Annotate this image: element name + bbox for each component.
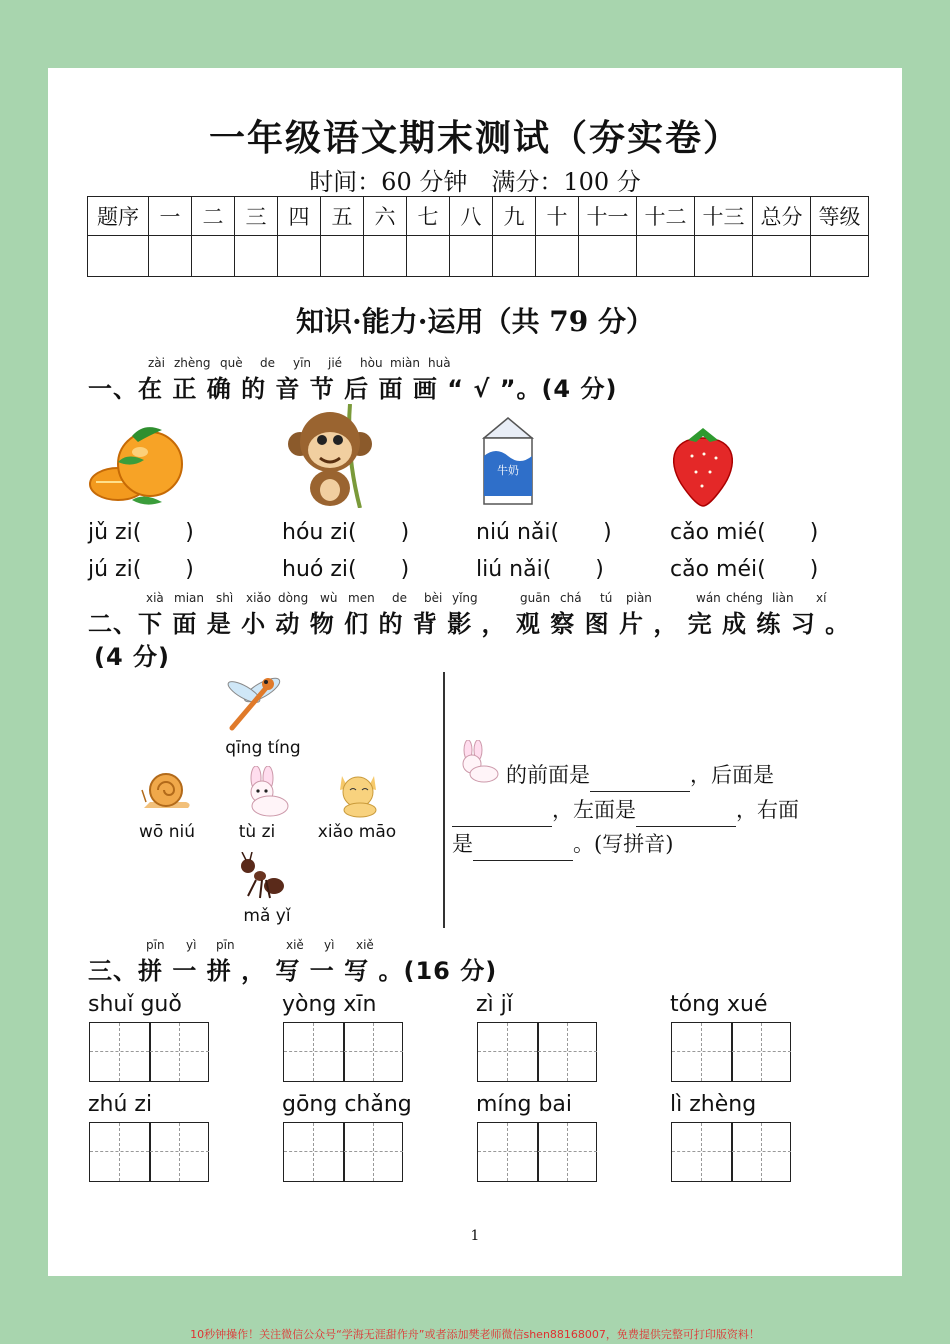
milk-label: 牛奶 bbox=[497, 464, 519, 477]
answer-blank[interactable] bbox=[473, 838, 573, 861]
q1-option[interactable]: huó zi( ) bbox=[282, 557, 410, 582]
q1-option[interactable]: niú nǎi( ) bbox=[476, 520, 612, 545]
q3-word: yòng xīn bbox=[282, 992, 377, 1017]
q1-option[interactable]: hóu zi( ) bbox=[282, 520, 410, 545]
page-number: 1 bbox=[470, 1228, 480, 1244]
tian-grid[interactable] bbox=[671, 1022, 791, 1082]
q2-text: 的前面是 bbox=[506, 763, 590, 787]
q3-word: shuǐ guǒ bbox=[88, 992, 182, 1017]
q2-divider bbox=[443, 672, 445, 928]
score-table-header-cell: 二 bbox=[192, 197, 235, 236]
pinyin: miàn bbox=[390, 356, 420, 370]
score-table-input-cell[interactable] bbox=[695, 236, 753, 277]
score-table-header-cell: 六 bbox=[364, 197, 407, 236]
pinyin: guān bbox=[520, 591, 551, 605]
score-table-input-cell[interactable] bbox=[235, 236, 278, 277]
score-table-input-cell[interactable] bbox=[811, 236, 869, 277]
score-table-header-cell: 十三 bbox=[695, 197, 753, 236]
tian-grid[interactable] bbox=[89, 1022, 209, 1082]
score-table-input-cell[interactable] bbox=[88, 236, 149, 277]
orange-image bbox=[88, 422, 188, 508]
pinyin: yì bbox=[186, 938, 197, 952]
pinyin: xí bbox=[816, 591, 827, 605]
score-table-input-cell[interactable] bbox=[192, 236, 235, 277]
q3-word: gōng chǎng bbox=[282, 1092, 412, 1117]
q1-label: 一、在 正 确 的 音 节 后 面 画 “ √ ”。(4 分) bbox=[88, 375, 618, 403]
pinyin: piàn bbox=[626, 591, 652, 605]
score-table-input-cell[interactable] bbox=[579, 236, 637, 277]
strawberry-image bbox=[668, 426, 738, 508]
q3-word: zì jǐ bbox=[476, 992, 513, 1017]
score-table bbox=[87, 196, 869, 277]
pinyin: jié bbox=[328, 356, 343, 370]
q3-word: míng bai bbox=[476, 1092, 573, 1117]
animal-label-rabbit: tù zi bbox=[238, 822, 276, 842]
tian-grid[interactable] bbox=[283, 1122, 403, 1182]
score-table-input-cell[interactable] bbox=[753, 236, 811, 277]
q3-word: tóng xué bbox=[670, 992, 768, 1017]
score-table-input-cell[interactable] bbox=[637, 236, 695, 277]
score-table-header-row bbox=[88, 197, 869, 236]
tian-grid[interactable] bbox=[477, 1122, 597, 1182]
pinyin: huà bbox=[428, 356, 451, 370]
pinyin: de bbox=[392, 591, 407, 605]
pinyin: tú bbox=[600, 591, 613, 605]
score-table-header-cell: 九 bbox=[493, 197, 536, 236]
pinyin: pīn bbox=[146, 938, 165, 952]
pinyin: yǐng bbox=[452, 591, 478, 605]
score-table-input-cell[interactable] bbox=[278, 236, 321, 277]
q1-option[interactable]: liú nǎi( ) bbox=[476, 557, 604, 582]
pinyin: zài bbox=[148, 356, 165, 370]
q2-fill-line1 bbox=[506, 758, 774, 792]
monkey-image bbox=[280, 404, 372, 508]
score-table-header-cell: 八 bbox=[450, 197, 493, 236]
score-table-input-cell[interactable] bbox=[450, 236, 493, 277]
q2-text: 。(写拼音) bbox=[573, 832, 674, 856]
pinyin: yì bbox=[324, 938, 335, 952]
tian-grid[interactable] bbox=[89, 1122, 209, 1182]
answer-blank[interactable] bbox=[452, 804, 552, 827]
pinyin: mian bbox=[174, 591, 204, 605]
score-table-blank-row bbox=[88, 236, 869, 277]
pinyin: zhèng bbox=[174, 356, 211, 370]
animal-label-snail: wō niú bbox=[139, 822, 195, 842]
pinyin: hòu bbox=[360, 356, 383, 370]
q2-label: 二、下 面 是 小 动 物 们 的 背 影 ， 观 察 图 片 ， 完 成 练 习 。 bbox=[88, 610, 851, 638]
pinyin: yīn bbox=[293, 356, 312, 370]
animal-label-ant: mǎ yǐ bbox=[243, 906, 291, 926]
pinyin: chéng bbox=[726, 591, 763, 605]
q1-option[interactable]: jú zi( ) bbox=[88, 557, 194, 582]
pinyin: shì bbox=[216, 591, 234, 605]
score-table-header-cell: 五 bbox=[321, 197, 364, 236]
pinyin: chá bbox=[560, 591, 582, 605]
pinyin: bèi bbox=[424, 591, 443, 605]
tian-grid[interactable] bbox=[477, 1022, 597, 1082]
pinyin: què bbox=[220, 356, 243, 370]
q1-option[interactable]: jǔ zi( ) bbox=[88, 520, 194, 545]
score-table-input-cell[interactable] bbox=[536, 236, 579, 277]
page-title: 一年级语文期末测试（夯实卷） bbox=[208, 118, 741, 159]
pinyin: dòng bbox=[278, 591, 309, 605]
q2-text: ，后面是 bbox=[690, 763, 774, 787]
milk-carton-image bbox=[476, 416, 540, 506]
score-table-header-cell: 三 bbox=[235, 197, 278, 236]
pinyin: men bbox=[348, 591, 375, 605]
q3-word: zhú zi bbox=[88, 1092, 153, 1117]
score-table-header-cell: 七 bbox=[407, 197, 450, 236]
rabbit-small-icon bbox=[452, 740, 502, 784]
score-table-header-cell: 题序 bbox=[88, 197, 149, 236]
kitten-image bbox=[332, 768, 388, 818]
animal-label-kitten: xiǎo māo bbox=[317, 822, 397, 842]
q2-fill-line3 bbox=[452, 827, 673, 861]
score-table-header-cell: 等级 bbox=[811, 197, 869, 236]
answer-blank[interactable] bbox=[636, 804, 736, 827]
score-table-header-cell: 总分 bbox=[753, 197, 811, 236]
pinyin: xiě bbox=[356, 938, 374, 952]
score-table-input-cell[interactable] bbox=[321, 236, 364, 277]
q2-text: ，左面是 bbox=[552, 798, 636, 822]
q2-fill-line2 bbox=[452, 793, 799, 827]
q3-label: 三、拼 一 拼 ， 写 一 写 。(16 分) bbox=[88, 957, 498, 985]
score-table-input-cell[interactable] bbox=[364, 236, 407, 277]
rabbit-image bbox=[236, 766, 294, 818]
dragonfly-image bbox=[222, 672, 286, 734]
tian-grid[interactable] bbox=[283, 1022, 403, 1082]
footer-note: 10秒钟操作！关注微信公众号“学海无涯甜作舟”或者添加樊老师微信shen88168007，免费提供完整可打印版资料！ bbox=[190, 1328, 760, 1341]
pinyin: wán bbox=[696, 591, 721, 605]
pinyin: de bbox=[260, 356, 275, 370]
section-title: 知识·能力·运用（共 79 分） bbox=[296, 305, 654, 338]
q1-option[interactable]: cǎo mié( ) bbox=[670, 520, 819, 545]
exam-info: 时间：60 分钟 满分：100 分 bbox=[309, 168, 641, 196]
score-table-input-cell[interactable] bbox=[149, 236, 192, 277]
score-table-header-cell: 十二 bbox=[637, 197, 695, 236]
score-table-header-cell: 十 bbox=[536, 197, 579, 236]
snail-image bbox=[140, 770, 194, 814]
ant-image bbox=[238, 852, 286, 902]
score-table-input-cell[interactable] bbox=[407, 236, 450, 277]
pinyin: xià bbox=[146, 591, 164, 605]
q2-text: 是 bbox=[452, 832, 473, 856]
score-table-header-cell: 一 bbox=[149, 197, 192, 236]
answer-blank[interactable] bbox=[590, 769, 690, 792]
q2-score: (4 分) bbox=[94, 643, 170, 671]
score-table-header-cell: 四 bbox=[278, 197, 321, 236]
pinyin: xiě bbox=[286, 938, 304, 952]
tian-grid[interactable] bbox=[671, 1122, 791, 1182]
q2-text: ，右面 bbox=[736, 798, 799, 822]
q1-option[interactable]: cǎo méi( ) bbox=[670, 557, 819, 582]
pinyin: liàn bbox=[772, 591, 794, 605]
pinyin: wù bbox=[320, 591, 338, 605]
score-table-input-cell[interactable] bbox=[493, 236, 536, 277]
pinyin: xiǎo bbox=[246, 591, 272, 605]
pinyin: pīn bbox=[216, 938, 235, 952]
q3-word: lì zhèng bbox=[670, 1092, 757, 1117]
animal-label-dragonfly: qīng tíng bbox=[225, 738, 301, 758]
score-table-header-cell: 十一 bbox=[579, 197, 637, 236]
